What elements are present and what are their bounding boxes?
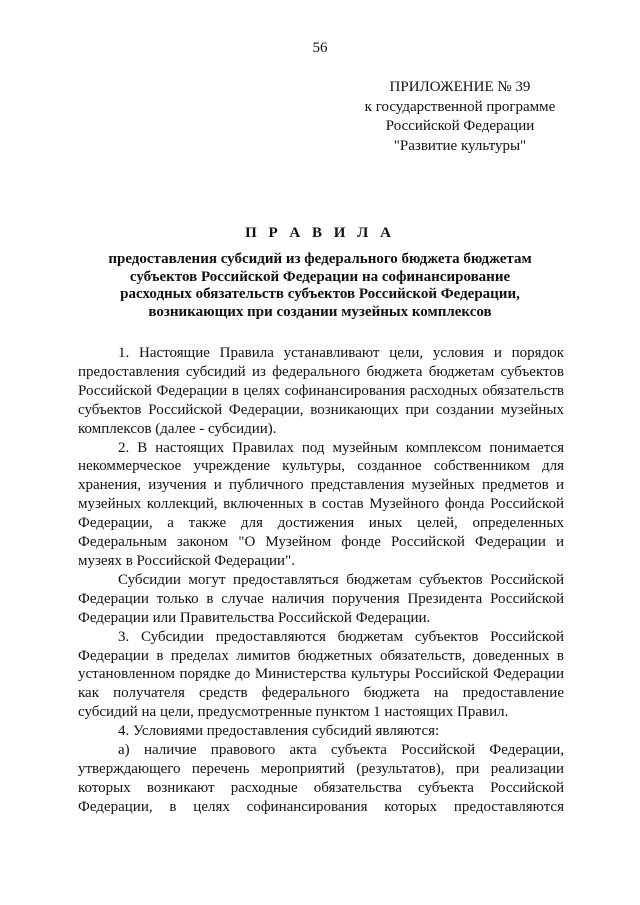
page-number: 56 — [312, 40, 328, 56]
appendix-header — [340, 78, 580, 156]
subtitle-line: предоставления субсидий из федерального бюджета бюджетам — [108, 251, 532, 267]
document-subtitle — [80, 251, 560, 321]
paragraph-2-subsidy-condition: Субсидии могут предоставляться бюджетам субъектов Российской Федерации только в случае наличия поручения Президента Российской Федерации или Правительства Российской Федерации. — [78, 571, 564, 626]
subtitle-line: субъектов Российской Федерации на софинансирование — [129, 268, 511, 285]
paragraph-4: 4. Условиями предоставления субсидий являются: — [118, 723, 440, 740]
appendix-line: Российской Федерации — [385, 118, 535, 134]
appendix-line: к государственной программе — [364, 98, 556, 115]
subtitle-line: расходных обязательств субъектов Российской Федерации, — [120, 286, 520, 302]
document-title: П Р А В И Л А — [245, 225, 395, 241]
document-body — [78, 344, 564, 817]
paragraph-1: 1. Настоящие Правила устанавливают цели, условия и порядок предоставления субсидий из федерального бюджета бюджетам субъектов Российской Федерации в целях софинансирования расходных обязательств субъектов Российской Федерации, возникающих при создании музейных комплексов (далее - субсидии). — [78, 345, 564, 437]
paragraph-4a: а) наличие правового акта субъекта Российской Федерации, утверждающего перечень мероприятий (результатов), при реализации которых возникают расходные обязательства субъекта Российской Федерации, в целях софинансирования которых предоставляются — [78, 742, 564, 815]
appendix-number: ПРИЛОЖЕНИЕ № 39 — [389, 79, 531, 95]
paragraph-2: 2. В настоящих Правилах под музейным комплексом понимается некоммерческое учреждение культуры, созданное собственником для хранения, изучения и публичного представления музейных предметов и музейных коллекций, включенных в состав Музейного фонда Российской Федерации, а также для достижения иных целей, определенных Федеральным законом "О Музейном фонде Российской Федерации и музеях в Российской Федерации". — [78, 439, 564, 569]
paragraph-3: 3. Субсидии предоставляются бюджетам субъектов Российской Федерации в пределах лимитов бюджетных обязательств, доведенных в установленном порядке до Министерства культуры Российской Федерации как получателя средств федерального бюджета на предоставление субсидий на цели, предусмотренные пунктом 1 настоящих Правил. — [78, 628, 564, 721]
subtitle-line: возникающих при создании музейных комплексов — [148, 303, 492, 320]
appendix-program-name: "Развитие культуры" — [393, 137, 527, 154]
